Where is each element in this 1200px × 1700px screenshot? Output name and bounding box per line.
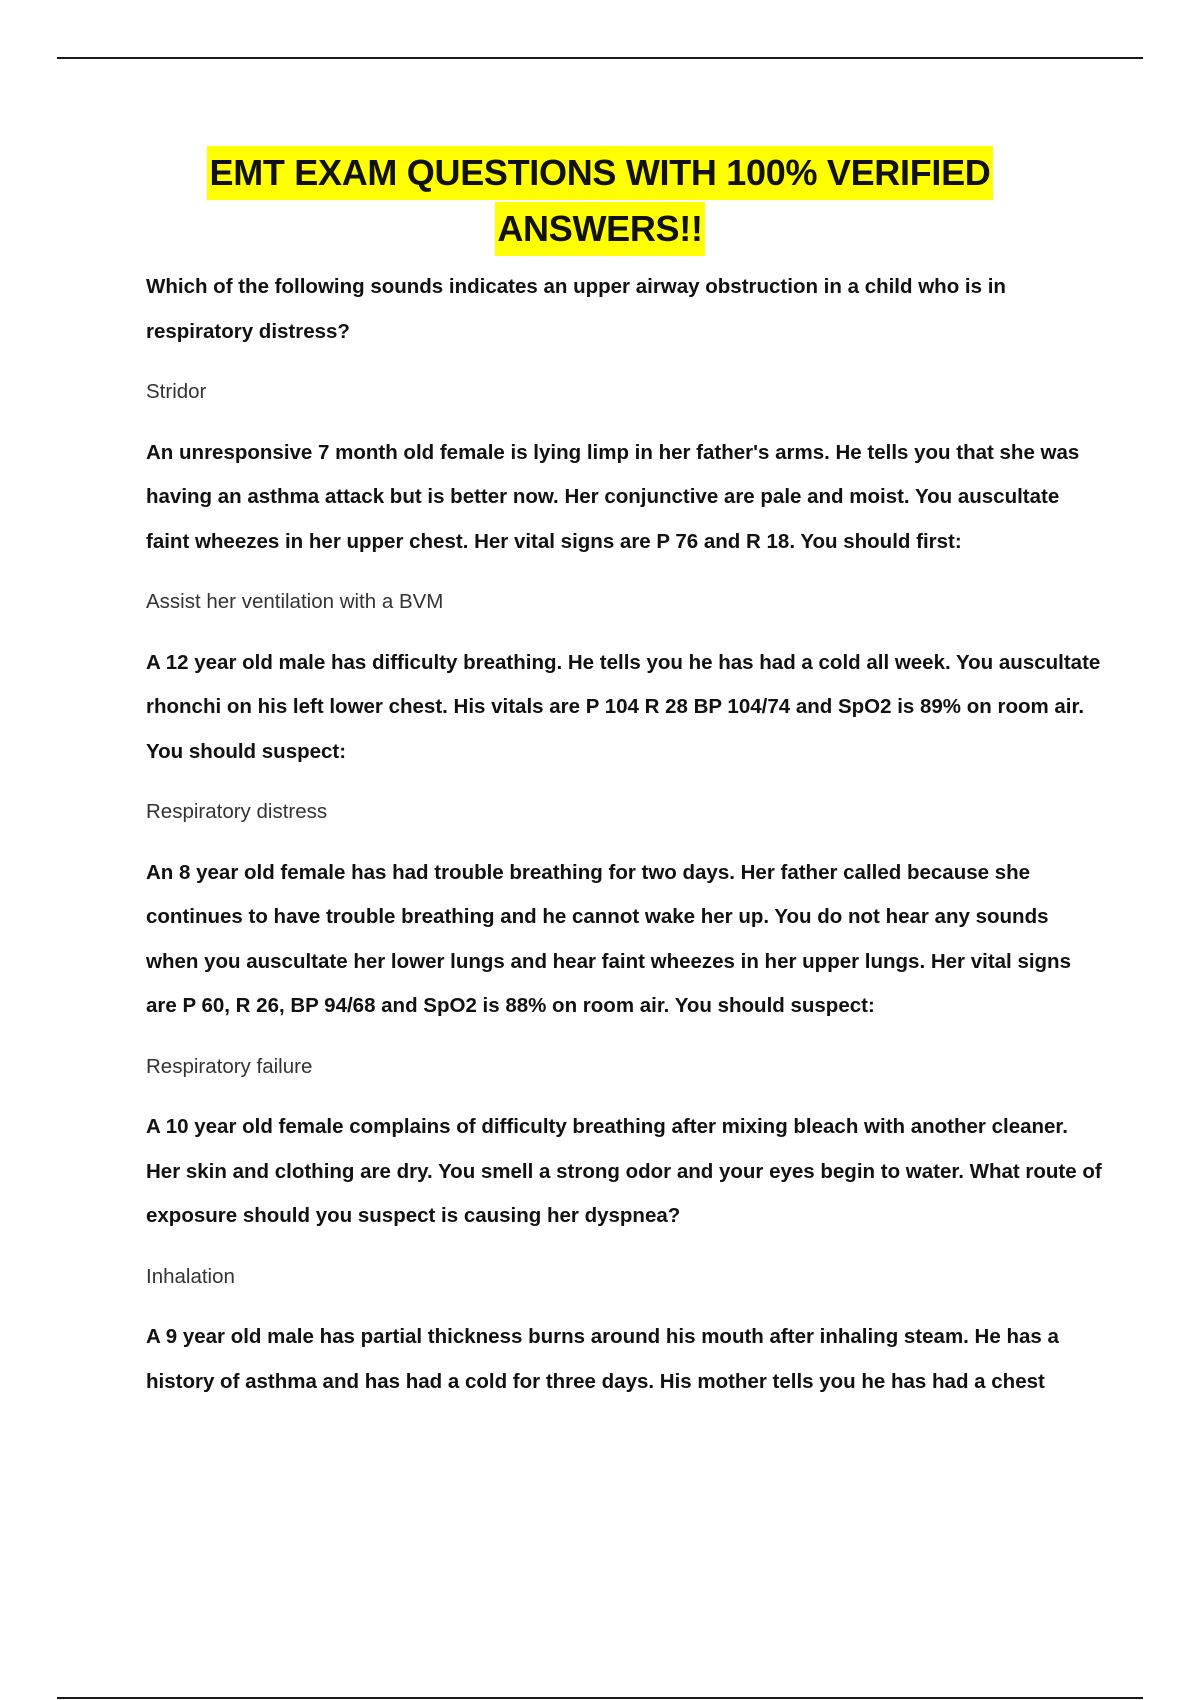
qa-item: [146, 431, 1106, 625]
qa-item: [146, 851, 1106, 1090]
question-text: A 10 year old female complains of difficulty breathing after mixing bleach with another cleaner. Her skin and clothing are dry. You smell a strong odor and your eyes begin to water. What route of exposure should you suspect is causing her dyspnea?: [146, 1115, 1102, 1227]
qa-item: [146, 265, 1106, 415]
question-text: A 12 year old male has difficulty breathing. He tells you he has had a cold all week. You auscultate rhonchi on his left lower chest. His vitals are P 104 R 28 BP 104/74 and SpO2 is 89% on room air. You should suspect:: [146, 650, 1101, 763]
qa-item: [146, 1315, 1106, 1404]
answer-text: Assist her ventilation with a BVM: [146, 590, 444, 613]
answer-text: Respiratory failure: [146, 1054, 313, 1078]
question-text: A 9 year old male has partial thickness burns around his mouth after inhaling steam. He has a history of asthma and has had a cold for three days. His mother tells you he has had a chest: [146, 1325, 1059, 1393]
footer-rule: [57, 1697, 1143, 1699]
question-text: Which of the following sounds indicates an upper airway obstruction in a child who is in respiratory distress?: [146, 275, 1006, 343]
answer-text: Respiratory distress: [146, 800, 328, 823]
title-line-1: EMT EXAM QUESTIONS WITH 100% VERIFIED: [207, 146, 992, 200]
qa-item: [146, 641, 1106, 835]
header-rule: [57, 57, 1143, 59]
answer-text: Inhalation: [146, 1264, 235, 1288]
answer-text: Stridor: [146, 380, 207, 403]
qa-item: [146, 1105, 1106, 1299]
question-text: An 8 year old female has had trouble breathing for two days. Her father called because she continues to have trouble breathing and he cannot wake her up. You do not hear any sounds when you auscultate her lower lungs and hear faint wheezes in her upper lungs. Her vital signs are P 60, R 26, BP 94/68 and SpO2 is 88% on room air. You should suspect:: [146, 860, 1071, 1017]
title-line-2: ANSWERS!!: [495, 202, 704, 256]
qa-list: [146, 265, 1106, 1404]
question-text: An unresponsive 7 month old female is lying limp in her father's arms. He tells you that she was having an asthma attack but is better now. Her conjunctive are pale and moist. You auscultate faint wheezes in her upper chest. Her vital signs are P 76 and R 18. You should first:: [146, 440, 1080, 553]
document-title: [0, 146, 1200, 258]
